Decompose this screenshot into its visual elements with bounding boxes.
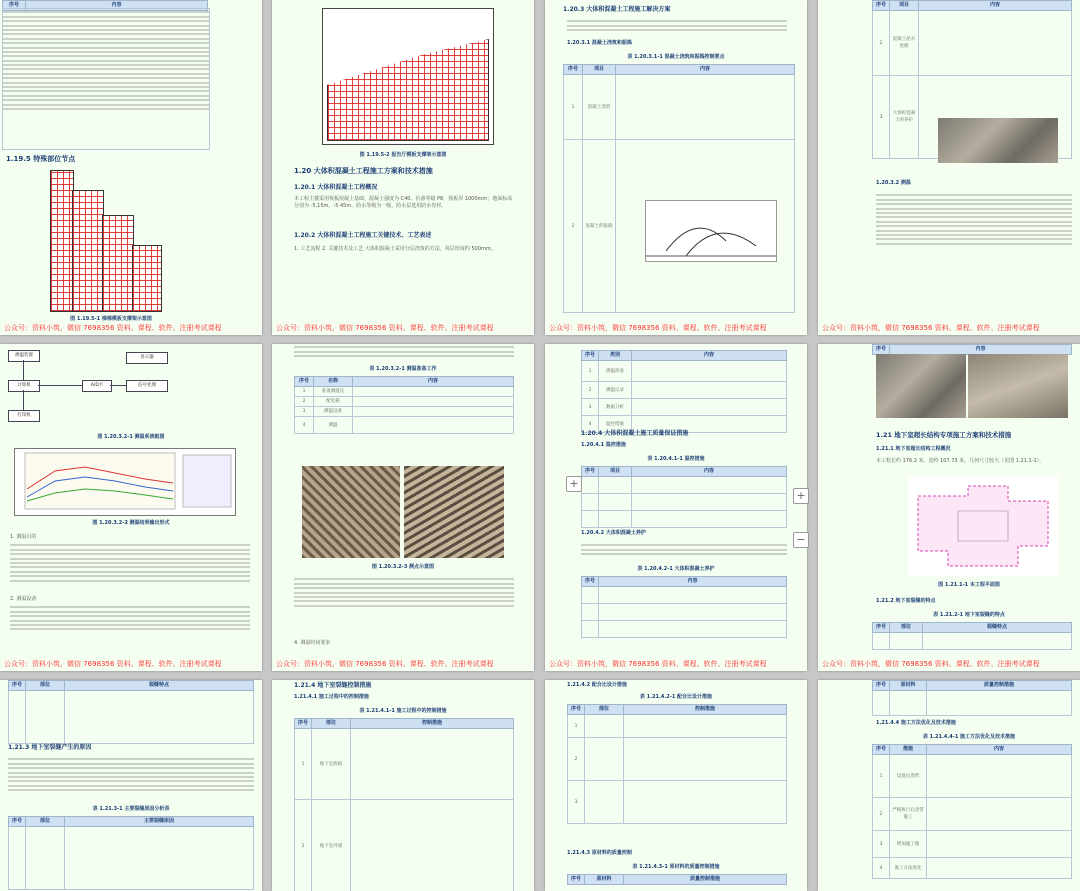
table-title: 表 1.20.4.1-1 温控措施 — [647, 456, 705, 462]
table-title: 表 1.21.4.3-1 原材料的质量控制措施 — [632, 864, 720, 870]
table-body — [2, 8, 210, 150]
subsection-heading: 1.21.4.4 施工方法优化及技术措施 — [876, 720, 956, 726]
subsection-heading: 1.20.4.1 温控措施 — [581, 442, 626, 448]
table-title: 表 1.21.4.1-1 施工过程中的控制措施 — [359, 708, 447, 714]
temperature-control-table: 序号 项目 内容 — [581, 466, 787, 528]
zoom-out-button[interactable]: − — [793, 532, 809, 548]
document-page-5 — [0, 344, 262, 671]
crack-features-table: 序号 部位 裂缝特点 — [8, 680, 254, 744]
site-photo — [968, 354, 1068, 418]
body-text — [567, 18, 787, 34]
diagram-node: 测温装置 — [8, 350, 40, 362]
document-page-11 — [545, 680, 807, 891]
body-text — [294, 576, 514, 609]
diagram-node: 信号处理 — [126, 380, 168, 392]
section-heading: 1.20.3 大体积混凝土工程施工解决方案 — [563, 6, 671, 13]
document-page-3 — [545, 0, 807, 335]
figure-caption: 图 1.20.3.2-2 测温结果输出形式 — [92, 520, 170, 526]
method-optimization-table: 序号 措施 内容 1 设置后浇带 2 严格执行后浇带施工 3 增加施工缝 4 施工方法优化 — [872, 744, 1072, 879]
table-title: 表 1.21.4.2-1 配合比设计措施 — [639, 694, 713, 700]
subsection-heading: 1.21.4.2 配合比设计措施 — [567, 682, 627, 688]
document-page-6 — [272, 344, 534, 671]
table-title: 表 1.21.2-1 地下室裂缝的特点 — [933, 612, 1005, 618]
document-page-7 — [545, 344, 807, 671]
watermark: 公众号：资料小筑，微信 7698356 资料、课程、软件、注册考试课程 — [549, 324, 767, 332]
body-text — [294, 344, 514, 360]
subsection-heading: 1.21.4.1 施工过程中的控制措施 — [294, 694, 369, 700]
crack-features-table: 序号 部位 裂缝特点 — [872, 622, 1072, 650]
diagram-node: 计算机 — [8, 380, 40, 392]
figure-caption: 图 1.19.5-1 梯梯模板支撑架示意图 — [70, 316, 152, 322]
content-table: 序号 内容 — [2, 0, 208, 11]
document-page-9 — [0, 680, 262, 891]
subsection-heading: 1.20.2 大体积混凝土工程施工关键技术、工艺表述 — [294, 232, 432, 239]
subsection-heading: 1.21.1 地下室超长结构工程概况 — [876, 446, 951, 452]
site-photo — [876, 354, 966, 418]
section-heading: 1.21 地下室超长结构专项施工方案和技术措施 — [876, 431, 1012, 439]
body-text: 本工程长约 176.2 米，宽约 107.73 米，几何尺寸较大（见图 1.21.1-1）。 — [876, 458, 1045, 464]
table-title: 表 1.21.4.4-1 施工方法优化及技术措施 — [922, 734, 1016, 740]
material-quality-table: 序号 原材料 质量控制措施 — [567, 874, 787, 885]
watermark: 公众号：资料小筑，微信 7698356 资料、课程、软件、注册考试课程 — [276, 660, 494, 668]
figure-caption: 图 1.21.1-1 本工程平面图 — [938, 582, 1000, 588]
watermark: 公众号：资料小筑，微信 7698356 资料、课程、软件、注册考试课程 — [4, 660, 222, 668]
site-plan — [908, 476, 1058, 576]
section-heading: 1.21.4 地下室裂缝控制措施 — [294, 682, 372, 689]
document-page-10 — [272, 680, 534, 891]
pouring-diagram — [645, 200, 777, 262]
table-title: 表 1.20.3.1-1 混凝土浇筑和振捣控制要点 — [627, 54, 725, 60]
crack-cause-table: 序号 部位 主要裂缝原因 — [8, 816, 254, 890]
document-page-8 — [818, 344, 1080, 671]
system-block-diagram — [8, 350, 178, 424]
section-heading: 1.20.4 大体积混凝土施工质量保证措施 — [581, 430, 689, 437]
preparation-table: 序号 名称 内容 1 准备测温仪 2 配电箱 3 测温设备 4 测温 — [294, 376, 514, 434]
list-item: 2. 测温设备 — [10, 596, 37, 602]
document-page-2 — [272, 0, 534, 335]
watermark: 公众号：资料小筑，微信 7698356 资料、课程、软件、注册考试课程 — [276, 324, 494, 332]
subsection-heading: 1.20.4.2 大体积混凝土养护 — [581, 530, 646, 536]
subsection-heading: 1.20.3.2 测温 — [876, 180, 911, 186]
body-text: 1. 工艺流程 2. 关键技术及工艺 大体积混凝土采用分层浇筑的方法，每层厚度约 500mm。 — [294, 246, 496, 252]
curing-table: 序号 内容 — [581, 576, 787, 638]
watermark: 公众号：资料小筑，微信 7698356 资料、课程、软件、注册考试课程 — [549, 660, 767, 668]
content-table: 序号 内容 — [872, 344, 1072, 355]
body-text — [876, 192, 1072, 247]
temperature-chart — [14, 448, 236, 516]
monitoring-table: 序号 类别 内容 1 测温准备 2 测温记录 3 数据分析 4 温控措施 — [581, 350, 787, 433]
diagram-node: 显示器 — [126, 352, 168, 364]
watermark: 公众号：资料小筑，微信 7698356 资料、课程、软件、注册考试课程 — [4, 324, 222, 332]
document-page-4 — [818, 0, 1080, 335]
section-title: 1.20 大体积混凝土工程施工方案和技术措施 — [294, 167, 433, 175]
control-points-table: 序号 项目 内容 1 混凝土浇筑 2 混凝土的振捣 — [563, 64, 795, 313]
control-points-table: 序号 项目 内容 2 混凝土泌水处理 3 大体积混凝土的养护 — [872, 0, 1072, 159]
zoom-in-button[interactable]: + — [793, 488, 809, 504]
diagram-node: A/D卡 — [82, 380, 112, 392]
subsection-heading: 1.20.1 大体积混凝土工程概况 — [294, 184, 378, 191]
list-item: 1. 测温目的 — [10, 534, 37, 540]
body-text: 本工程主楼采用筏板混凝土基础，混凝土强度为 C40、抗渗等级 P8，筏板厚 1000mm；地面标高分别为 -5.15m、-5.45m，防水等级为一级，防水层选用防水卷材。 — [294, 196, 513, 209]
document-page-1 — [0, 0, 262, 335]
zoom-in-button[interactable]: + — [566, 476, 582, 492]
subsection-heading: 1.20.3.1 混凝土浇筑和振捣 — [567, 40, 632, 46]
body-text — [10, 604, 250, 633]
body-text — [581, 542, 787, 558]
material-quality-table: 序号 原材料 质量控制措施 — [872, 680, 1072, 716]
process-control-table: 序号 部位 控制措施 1 地下室底板 2 地下室外墙 — [294, 718, 514, 891]
body-text — [10, 542, 250, 584]
table-title: 表 1.20.4.2-1 大体积混凝土养护 — [637, 566, 715, 572]
curing-photo — [938, 118, 1058, 163]
mix-design-table: 序号 部位 控制措施 1 2 3 — [567, 704, 787, 824]
rebar-photo — [302, 466, 400, 558]
sensor-photo — [404, 466, 504, 558]
stair-drawing — [50, 170, 160, 310]
figure-caption: 图 1.19.5-2 报告厅模板支撑架示意图 — [359, 152, 447, 158]
figure-caption: 图 1.20.3.2-1 测温系统框图 — [97, 434, 165, 440]
watermark: 公众号：资料小筑，微信 7698356 资料、课程、软件、注册考试课程 — [822, 324, 1040, 332]
figure-caption: 图 1.20.3.2-3 测点示意图 — [371, 564, 435, 570]
table-title: 表 1.20.3.2-1 测温准备工作 — [369, 366, 437, 372]
body-text — [8, 756, 254, 794]
watermark: 公众号：资料小筑，微信 7698356 资料、课程、软件、注册考试课程 — [822, 660, 1040, 668]
list-item: 4. 测温时间要求 — [294, 640, 331, 646]
diagram-node: 打印机 — [8, 410, 40, 422]
section-heading: 1.19.5 特殊部位节点 — [6, 155, 76, 163]
auditorium-drawing — [322, 8, 494, 145]
table-title: 表 1.21.3-1 主要裂缝原因分析表 — [92, 806, 170, 812]
subsection-heading: 1.21.4.3 原材料的质量控制 — [567, 850, 632, 856]
section-heading: 1.21.3 地下室裂缝产生的原因 — [8, 744, 92, 751]
subsection-heading: 1.21.2 地下室裂缝的特点 — [876, 598, 936, 604]
document-page-12 — [818, 680, 1080, 891]
